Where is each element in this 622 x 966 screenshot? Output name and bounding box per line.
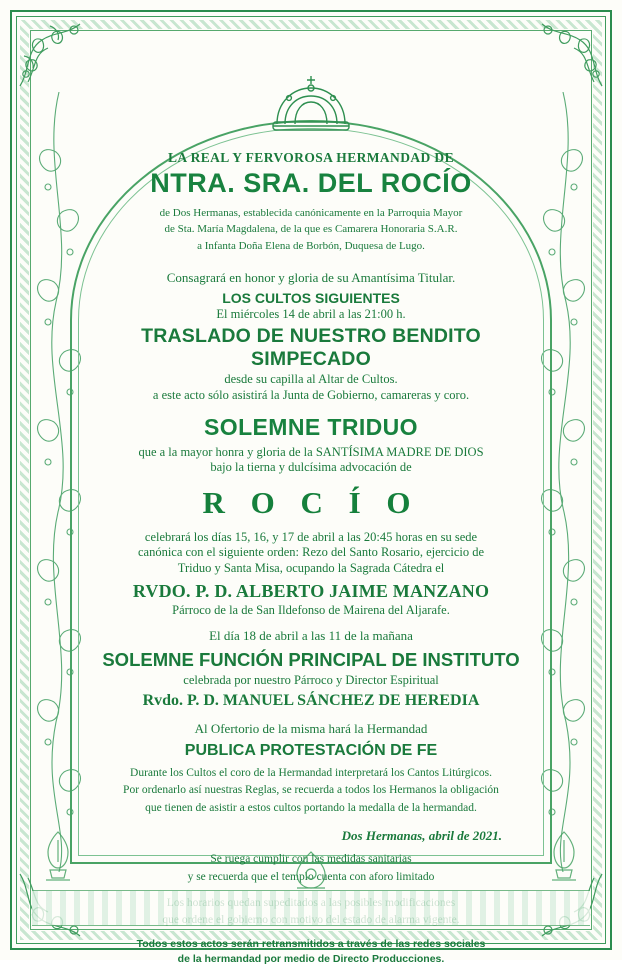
subtitle-line-3: a Infanta Doña Elena de Borbón, Duquesa de Lugo. — [197, 239, 425, 252]
funcion-celebrant: Rvdo. P. D. MANUEL SÁNCHEZ DE HEREDIA — [142, 691, 480, 709]
funcion-by: celebrada por nuestro Párroco y Director Espiritual — [183, 673, 439, 688]
poster-text-block — [86, 150, 536, 966]
triduo-title: SOLEMNE TRIDUO — [204, 414, 418, 441]
triduo-detail-2: canónica con el siguiente orden: Rezo del Santo Rosario, ejercicio de — [137, 545, 485, 560]
traslado-title: TRASLADO DE NUESTRO BENDITO SIMPECADO — [141, 324, 481, 370]
rocio-word: R O C Í O — [202, 485, 420, 521]
center-ornament-icon — [288, 850, 334, 894]
urn-icon — [38, 830, 78, 886]
covid-note-2: y se recuerda que el templo cuenta con aforo limitado — [187, 870, 435, 883]
protestacion-title: PUBLICA PROTESTACIÓN DE FE — [184, 741, 438, 759]
subtitle-line-1: de Dos Hermanas, establecida canónicamente en la Parroquia Mayor — [159, 206, 463, 219]
triduo-detail-1: celebrará los días 15, 16, y 17 de abril a las 20:45 horas en su sede — [144, 529, 478, 544]
stream-line-1: Todos estos actos serán retransmitidos a través de las redes sociales — [136, 937, 486, 950]
consagrara-line: Consagrará en honor y gloria de su Amantísima Titular. — [166, 270, 456, 286]
traslado-note: a este acto sólo asistirá la Junta de Gobierno, camareras y coro. — [152, 387, 470, 402]
triduo-line-1: que a la mayor honra y gloria de la SANTÍSIMA MADRE DE DIOS — [138, 444, 484, 459]
spacer — [86, 712, 536, 719]
stream-line-2: de la hermandad por medio de Directo Producciones. — [177, 952, 445, 965]
subtitle-line-2: de Sta. María Magdalena, de la que es Camarera Honoraria S.A.R. — [164, 223, 458, 236]
covid-note-1: Se ruega cumplir con las medidas sanitarias — [210, 853, 412, 866]
crown-icon — [263, 72, 359, 136]
traslado-from: desde su capilla al Altar de Cultos. — [224, 371, 398, 386]
triduo-detail-3: Triduo y Santa Misa, ocupando la Sagrada Cátedra el — [177, 561, 445, 576]
bottom-ornament-band — [32, 890, 590, 926]
spacer — [86, 619, 536, 626]
funcion-title: SOLEMNE FUNCIÓN PRINCIPAL DE INSTITUTO — [102, 649, 520, 671]
preacher-role: Párroco de la de San Ildefonso de Mairena del Aljarafe. — [172, 603, 450, 618]
traslado-date: El miércoles 14 de abril a las 21:00 h. — [216, 307, 406, 322]
choir-line-1: Durante los Cultos el coro de la Hermandad interpretará los Cantos Litúrgicos. — [130, 766, 492, 779]
preacher-name: RVDO. P. D. ALBERTO JAIME MANZANO — [132, 580, 490, 601]
spacer — [86, 255, 536, 268]
cultos-heading: LOS CULTOS SIGUIENTES — [222, 289, 400, 306]
choir-line-3: que tienen de asistir a estos cultos portando la medalla de la hermandad. — [145, 801, 477, 814]
choir-line-2: Por ordenarlo así nuestras Reglas, se recuerda a todos los Hermanos la obligación — [123, 784, 499, 797]
urn-icon — [544, 830, 584, 886]
place-date: Dos Hermanas, abril de 2021. — [341, 827, 502, 843]
page-title: NTRA. SRA. DEL ROCÍO — [150, 167, 472, 198]
funcion-date: El día 18 de abril a las 11 de la mañana — [209, 627, 413, 643]
ofertorio-line: Al Ofertorio de la misma hará la Hermandad — [194, 720, 428, 736]
triduo-line-2: bajo la tierna y dulcísima advocación de — [210, 460, 412, 475]
brotherhood-line: LA REAL Y FERVOROSA HERMANDAD DE — [168, 150, 454, 165]
